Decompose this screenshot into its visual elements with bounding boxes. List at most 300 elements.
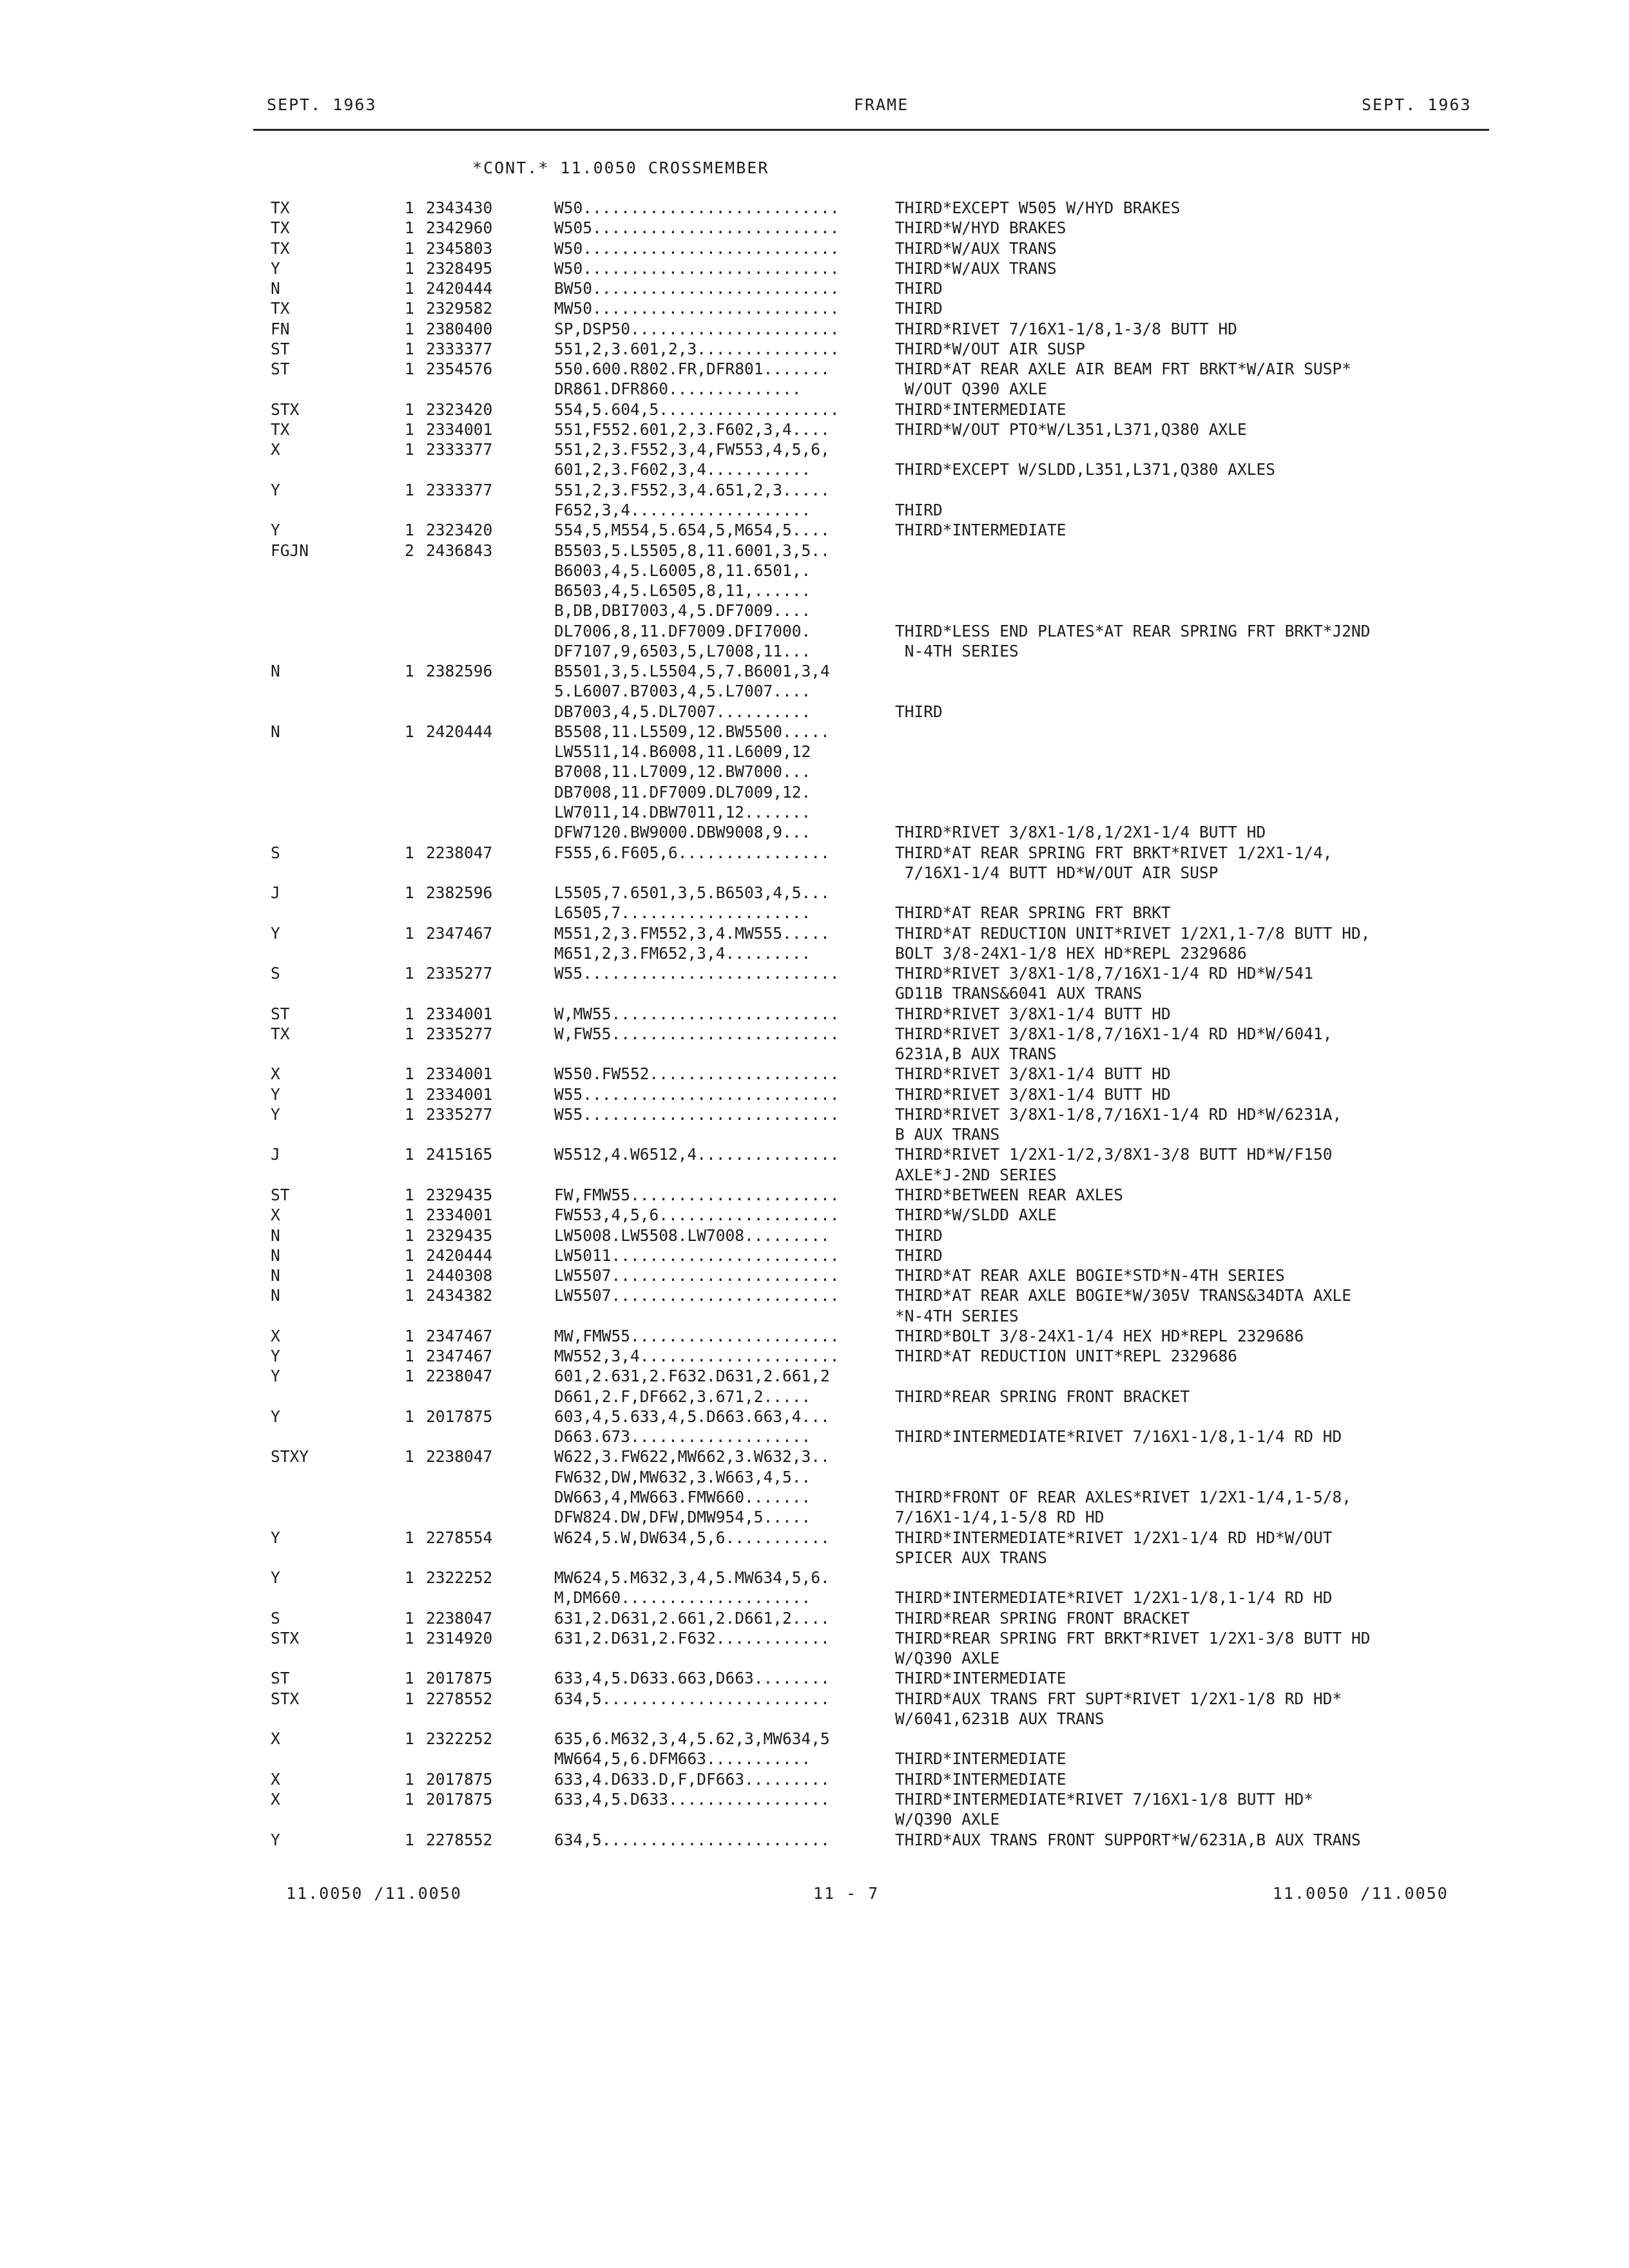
entry-models: B7008,11.L7009,12.BW7000...: [554, 762, 811, 782]
entry-description: THIRD*INTERMEDIATE*RIVET 7/16X1-1/8,1-1/4 RD HD: [895, 1427, 1342, 1446]
entry-line: [0, 1709, 1629, 1729]
parts-entry: [0, 661, 1629, 722]
entry-code: X: [271, 1769, 280, 1789]
entry-qty: 1: [405, 1628, 414, 1648]
entry-models: 603,4,5.633,4,5.D663.663,4...: [554, 1407, 830, 1426]
entry-description: THIRD*INTERMEDIATE*RIVET 1/2X1-1/8,1-1/4 RD HD: [895, 1588, 1333, 1608]
parts-entry: [0, 1366, 1629, 1407]
entry-qty: 1: [405, 1367, 414, 1386]
entry-part-number: 2434382: [426, 1286, 493, 1305]
entry-models: 631,2.D631,2.F632............: [554, 1628, 830, 1648]
entry-models: MW,FMW55......................: [554, 1326, 840, 1345]
entry-part-number: 2322252: [426, 1729, 493, 1749]
entry-models: 551,2,3.601,2,3...............: [554, 339, 840, 358]
parts-entry: [0, 339, 1629, 359]
entry-models: LW7011,14.DBW7011,12.......: [554, 802, 811, 822]
entry-qty: 1: [405, 1347, 414, 1366]
entry-description: *N-4TH SERIES: [895, 1306, 1019, 1325]
entry-line: [0, 1044, 1629, 1064]
entry-description: AXLE*J-2ND SERIES: [895, 1165, 1057, 1184]
entry-code: Y: [271, 1568, 280, 1588]
entry-models: W,FW55........................: [554, 1024, 840, 1043]
parts-entry: [0, 1245, 1629, 1265]
entry-part-number: 2017875: [426, 1769, 493, 1789]
entry-line: [0, 681, 1629, 701]
entry-models: FW553,4,5,6...................: [554, 1206, 840, 1225]
entry-qty: 1: [405, 1407, 414, 1426]
entry-qty: 1: [405, 419, 414, 439]
entry-code: ST: [271, 360, 290, 379]
entry-models: W550.FW552....................: [554, 1064, 840, 1084]
entry-part-number: 2354576: [426, 360, 493, 379]
entry-code: X: [271, 1789, 280, 1809]
entry-qty: 1: [405, 1608, 414, 1628]
entry-line: [0, 198, 1629, 218]
entry-part-number: 2382596: [426, 883, 493, 903]
entry-part-number: 2322252: [426, 1568, 493, 1588]
entry-line: [0, 1749, 1629, 1769]
entry-description: THIRD*W/AUX TRANS: [895, 238, 1057, 258]
entry-models: W,MW55........................: [554, 1004, 840, 1023]
entry-line: [0, 1548, 1629, 1568]
entry-qty: 1: [405, 258, 414, 278]
entry-models: L5505,7.6501,3,5.B6503,4,5...: [554, 883, 830, 903]
entry-part-number: 2238047: [426, 843, 493, 862]
entry-description: THIRD*RIVET 3/8X1-1/4 BUTT HD: [895, 1064, 1171, 1084]
entry-models: MW552,3,4.....................: [554, 1347, 840, 1366]
entry-line: [0, 379, 1629, 399]
entry-part-number: 2436843: [426, 541, 493, 560]
header-date-left: SEPT. 1963: [267, 95, 377, 114]
entry-description: THIRD*AUX TRANS FRT SUPT*RIVET 1/2X1-1/8 RD HD*: [895, 1689, 1342, 1708]
entry-description: THIRD*W/OUT PTO*W/L351,L371,Q380 AXLE: [895, 419, 1247, 439]
entry-code: TX: [271, 1024, 290, 1043]
entry-part-number: 2328495: [426, 258, 493, 278]
entry-line: [0, 581, 1629, 601]
entry-code: Y: [271, 1528, 280, 1547]
entry-part-number: 2278552: [426, 1689, 493, 1708]
entry-description: THIRD: [895, 702, 943, 721]
parts-entry: [0, 1346, 1629, 1366]
entry-models: W5512,4.W6512,4...............: [554, 1145, 840, 1164]
parts-entry: [0, 1608, 1629, 1628]
entry-qty: 1: [405, 843, 414, 862]
entry-qty: 1: [405, 1024, 414, 1043]
entry-line: [0, 762, 1629, 782]
entry-part-number: 2333377: [426, 440, 493, 459]
entry-models: W50...........................: [554, 258, 840, 278]
entry-line: [0, 1084, 1629, 1104]
parts-entry: [0, 1407, 1629, 1447]
entry-part-number: 2334001: [426, 1206, 493, 1225]
entry-part-number: 2329582: [426, 299, 493, 318]
entry-qty: 1: [405, 722, 414, 741]
entry-code: S: [271, 1608, 280, 1628]
parts-entry: [0, 319, 1629, 339]
entry-part-number: 2334001: [426, 1084, 493, 1104]
entry-part-number: 2380400: [426, 319, 493, 338]
entry-line: [0, 1648, 1629, 1668]
entry-line: [0, 1769, 1629, 1789]
entry-qty: 1: [405, 1266, 414, 1285]
entry-qty: 1: [405, 1064, 414, 1084]
entry-qty: 1: [405, 1145, 414, 1164]
entry-description: THIRD*LESS END PLATES*AT REAR SPRING FRT BRKT*J2ND: [895, 621, 1371, 640]
parts-entry: [0, 298, 1629, 318]
entry-code: X: [271, 1206, 280, 1225]
entry-code: X: [271, 1064, 280, 1084]
entry-models: 634,5........................: [554, 1830, 830, 1849]
entry-qty: 1: [405, 662, 414, 681]
entry-models: DL7006,8,11.DF7009.DFI7000.: [554, 621, 811, 640]
entry-line: [0, 1729, 1629, 1749]
entry-description: THIRD*W/OUT AIR SUSP: [895, 339, 1086, 358]
entry-part-number: 2323420: [426, 521, 493, 540]
entry-code: N: [271, 1225, 280, 1245]
entry-line: [0, 1245, 1629, 1265]
entry-qty: 1: [405, 1669, 414, 1688]
entry-line: [0, 641, 1629, 661]
page-number: 11 - 7: [813, 1884, 880, 1903]
entry-description: 6231A,B AUX TRANS: [895, 1044, 1057, 1064]
entry-line: [0, 722, 1629, 742]
entry-models: W50...........................: [554, 238, 840, 258]
entry-line: [0, 1265, 1629, 1285]
entry-line: [0, 541, 1629, 561]
parts-entry: [0, 1668, 1629, 1688]
entry-models: DR861.DFR860..............: [554, 380, 802, 399]
entry-description: THIRD*BETWEEN REAR AXLES: [895, 1186, 1124, 1205]
entry-code: N: [271, 1286, 280, 1305]
entry-description: THIRD: [895, 1225, 943, 1245]
entry-models: 633,4,5.D633.................: [554, 1789, 830, 1809]
entry-line: [0, 480, 1629, 500]
footer-index-left: 11.0050 /11.0050: [286, 1884, 462, 1903]
entry-description: THIRD*RIVET 1/2X1-1/2,3/8X1-3/8 BUTT HD*W/F150: [895, 1145, 1333, 1164]
entry-models: 631,2.D631,2.661,2.D661,2....: [554, 1608, 830, 1628]
entry-qty: 1: [405, 1528, 414, 1547]
entry-models: DB7008,11.DF7009.DL7009,12.: [554, 782, 811, 802]
entry-part-number: 2334001: [426, 1064, 493, 1084]
entry-qty: 1: [405, 1568, 414, 1588]
entry-qty: 1: [405, 1004, 414, 1023]
entry-description: W/Q390 AXLE: [895, 1649, 1000, 1668]
entry-line: [0, 621, 1629, 641]
entry-line: [0, 1689, 1629, 1709]
entry-models: F555,6.F605,6................: [554, 843, 830, 862]
entry-code: STX: [271, 399, 300, 419]
entry-models: FW632,DW,MW632,3.W663,4,5..: [554, 1467, 811, 1486]
entry-line: [0, 459, 1629, 479]
entry-qty: 1: [405, 923, 414, 943]
entry-part-number: 2238047: [426, 1447, 493, 1466]
entry-qty: 2: [405, 541, 414, 560]
entry-qty: 1: [405, 399, 414, 419]
entry-models: 601,2,3.F602,3,4...........: [554, 460, 811, 479]
parts-entry: [0, 439, 1629, 480]
entry-part-number: 2420444: [426, 722, 493, 741]
entry-models: W622,3.FW622,MW662,3.W632,3..: [554, 1447, 830, 1466]
entry-part-number: 2420444: [426, 279, 493, 298]
entry-part-number: 2335277: [426, 1024, 493, 1043]
footer-index-right: 11.0050 /11.0050: [1273, 1884, 1449, 1903]
entry-code: N: [271, 1266, 280, 1285]
entry-qty: 1: [405, 964, 414, 983]
parts-entry: [0, 419, 1629, 439]
entry-description: THIRD*INTERMEDIATE: [895, 1669, 1066, 1688]
entry-line: [0, 1144, 1629, 1164]
parts-entry: [0, 1285, 1629, 1326]
entry-description: W/6041,6231B AUX TRANS: [895, 1709, 1104, 1728]
entry-qty: 1: [405, 1326, 414, 1345]
entry-code: Y: [271, 1407, 280, 1426]
entry-line: [0, 1285, 1629, 1305]
entry-line: [0, 963, 1629, 983]
entry-part-number: 2278552: [426, 1830, 493, 1849]
entry-line: [0, 782, 1629, 802]
entry-models: L6505,7....................: [554, 903, 811, 923]
parts-entry: [0, 722, 1629, 843]
parts-entry: [0, 1689, 1629, 1729]
entry-part-number: 2329435: [426, 1225, 493, 1245]
entry-models: B5508,11.L5509,12.BW5500.....: [554, 722, 830, 741]
entry-line: [0, 319, 1629, 339]
entry-line: [0, 802, 1629, 822]
section-heading: *CONT.* 11.0050 CROSSMEMBER: [472, 159, 769, 177]
entry-models: W505..........................: [554, 218, 840, 238]
entry-line: [0, 1225, 1629, 1245]
entry-code: ST: [271, 1004, 290, 1023]
parts-entry: [0, 1628, 1629, 1669]
entry-models: LW5507........................: [554, 1286, 840, 1305]
entry-line: [0, 1366, 1629, 1386]
entry-part-number: 2343430: [426, 198, 493, 217]
entry-description: W/Q390 AXLE: [895, 1810, 1000, 1829]
page-title: FRAME: [854, 95, 909, 114]
entry-line: [0, 923, 1629, 943]
entry-description: THIRD*RIVET 3/8X1-1/8,1/2X1-1/4 BUTT HD: [895, 823, 1266, 842]
entry-line: [0, 822, 1629, 842]
entry-models: B5501,3,5.L5504,5,7.B6001,3,4: [554, 662, 830, 681]
entry-models: DFW7120.BW9000.DBW9008,9...: [554, 823, 811, 842]
parts-entry: [0, 278, 1629, 298]
entry-line: [0, 298, 1629, 318]
entry-description: GD11B TRANS&6041 AUX TRANS: [895, 984, 1142, 1003]
entry-models: M,DM660....................: [554, 1588, 811, 1608]
entry-part-number: 2335277: [426, 1104, 493, 1124]
entry-description: THIRD*RIVET 3/8X1-1/4 BUTT HD: [895, 1004, 1171, 1023]
entry-line: [0, 843, 1629, 863]
entry-line: [0, 1668, 1629, 1688]
entry-description: THIRD*W/HYD BRAKES: [895, 218, 1066, 238]
entry-qty: 1: [405, 1104, 414, 1124]
parts-entry: [0, 1064, 1629, 1084]
entry-line: [0, 1446, 1629, 1466]
entry-code: TX: [271, 299, 290, 318]
parts-entry: [0, 1084, 1629, 1104]
entry-line: [0, 1467, 1629, 1487]
entry-description: THIRD*REAR SPRING FRONT BRACKET: [895, 1387, 1190, 1406]
entry-description: THIRD*INTERMEDIATE: [895, 521, 1066, 540]
entry-description: THIRD*BOLT 3/8-24X1-1/4 HEX HD*REPL 2329686: [895, 1326, 1304, 1345]
entry-description: THIRD*INTERMEDIATE*RIVET 1/2X1-1/4 RD HD*W/OUT: [895, 1528, 1333, 1547]
entry-description: THIRD: [895, 299, 943, 318]
entry-models: DW663,4,MW663.FMW660.......: [554, 1488, 811, 1506]
entry-qty: 1: [405, 1769, 414, 1789]
parts-entry: [0, 520, 1629, 540]
entry-qty: 1: [405, 299, 414, 318]
entry-line: [0, 258, 1629, 278]
entry-code: J: [271, 1145, 280, 1164]
entry-qty: 1: [405, 1186, 414, 1205]
entry-description: THIRD*EXCEPT W/SLDD,L351,L371,Q380 AXLES: [895, 460, 1276, 479]
entry-part-number: 2017875: [426, 1669, 493, 1688]
entry-qty: 1: [405, 480, 414, 499]
entry-qty: 1: [405, 1084, 414, 1104]
entry-code: ST: [271, 1669, 290, 1688]
entry-description: THIRD*INTERMEDIATE: [895, 399, 1066, 419]
parts-entry: [0, 1528, 1629, 1568]
entry-models: D663.673...................: [554, 1427, 811, 1446]
entry-models: B6003,4,5.L6005,8,11.6501,.: [554, 561, 811, 580]
entry-line: [0, 903, 1629, 923]
entry-part-number: 2342960: [426, 218, 493, 238]
entry-models: W624,5.W,DW634,5,6...........: [554, 1528, 830, 1547]
entry-code: ST: [271, 339, 290, 358]
entry-code: STXY: [271, 1447, 309, 1466]
entry-part-number: 2347467: [426, 923, 493, 943]
entry-line: [0, 702, 1629, 722]
entry-models: MW624,5.M632,3,4,5.MW634,5,6.: [554, 1568, 830, 1588]
parts-entry: [0, 883, 1629, 923]
parts-entry: [0, 1830, 1629, 1850]
entry-models: 554,5.604,5...................: [554, 399, 840, 419]
entry-line: [0, 561, 1629, 581]
entry-description: THIRD*AT REAR SPRING FRT BRKT: [895, 903, 1171, 923]
entry-description: THIRD*AT REAR AXLE AIR BEAM FRT BRKT*W/AIR SUSP*: [895, 360, 1352, 379]
entry-line: [0, 943, 1629, 963]
entry-line: [0, 1568, 1629, 1588]
entry-line: [0, 1004, 1629, 1024]
entry-code: Y: [271, 480, 280, 499]
parts-entry: [0, 1205, 1629, 1225]
entry-models: M651,2,3.FM652,3,4.........: [554, 943, 811, 963]
parts-entry: [0, 359, 1629, 399]
entry-qty: 1: [405, 521, 414, 540]
entry-line: [0, 1487, 1629, 1507]
entry-qty: 1: [405, 1245, 414, 1265]
entry-line: [0, 439, 1629, 459]
entry-code: Y: [271, 258, 280, 278]
entry-description: N-4TH SERIES: [895, 641, 1019, 660]
entry-code: STX: [271, 1689, 300, 1708]
entry-line: [0, 1588, 1629, 1608]
entry-models: 551,F552.601,2,3.F602,3,4....: [554, 419, 830, 439]
entry-part-number: 2347467: [426, 1347, 493, 1366]
entry-line: [0, 238, 1629, 258]
entry-line: [0, 1809, 1629, 1829]
entry-qty: 1: [405, 1206, 414, 1225]
entry-models: F652,3,4...................: [554, 500, 811, 519]
entry-line: [0, 1387, 1629, 1407]
entry-models: 5.L6007.B7003,4,5.L7007....: [554, 682, 811, 701]
entry-models: W55...........................: [554, 1104, 840, 1124]
entry-models: W55...........................: [554, 964, 840, 983]
entry-models: DF7107,9,6503,5,L7008,11...: [554, 641, 811, 660]
parts-entry: [0, 399, 1629, 419]
entry-code: Y: [271, 1347, 280, 1366]
parts-entry: [0, 1265, 1629, 1285]
parts-entry: [0, 1326, 1629, 1346]
entry-models: MW664,5,6.DFM663...........: [554, 1749, 811, 1769]
entry-code: S: [271, 964, 280, 983]
parts-entry: [0, 1729, 1629, 1769]
entry-line: [0, 500, 1629, 520]
entry-qty: 1: [405, 883, 414, 903]
entry-models: B,DB,DBI7003,4,5.DF7009....: [554, 601, 811, 620]
entry-code: J: [271, 883, 280, 903]
entry-models: 551,2,3.F552,3,4.651,2,3.....: [554, 480, 830, 499]
entry-qty: 1: [405, 198, 414, 217]
entry-description: THIRD: [895, 279, 943, 298]
parts-entry: [0, 843, 1629, 883]
entry-qty: 1: [405, 238, 414, 258]
parts-entry: [0, 480, 1629, 521]
parts-entry: [0, 1004, 1629, 1024]
entry-part-number: 2420444: [426, 1245, 493, 1265]
entry-qty: 1: [405, 1286, 414, 1305]
entry-models: B6503,4,5.L6505,8,11,......: [554, 581, 811, 601]
entry-models: 550.600.R802.FR,DFR801.......: [554, 360, 830, 379]
parts-table: [0, 198, 1629, 1850]
entry-line: [0, 1789, 1629, 1809]
entry-line: [0, 1205, 1629, 1225]
entry-description: THIRD*INTERMEDIATE*RIVET 7/16X1-1/8 BUTT HD*: [895, 1789, 1314, 1809]
entry-code: S: [271, 843, 280, 862]
entry-description: THIRD*INTERMEDIATE: [895, 1769, 1066, 1789]
entry-code: TX: [271, 419, 290, 439]
entry-description: THIRD*RIVET 7/16X1-1/8,1-3/8 BUTT HD: [895, 319, 1238, 338]
entry-line: [0, 278, 1629, 298]
entry-description: THIRD*AUX TRANS FRONT SUPPORT*W/6231A,B AUX TRANS: [895, 1830, 1361, 1849]
parts-entry: [0, 218, 1629, 238]
entry-line: [0, 359, 1629, 379]
entry-part-number: 2017875: [426, 1407, 493, 1426]
entry-line: [0, 1528, 1629, 1548]
entry-code: Y: [271, 521, 280, 540]
parts-entry: [0, 1789, 1629, 1830]
entry-description: THIRD*RIVET 3/8X1-1/8,7/16X1-1/4 RD HD*W/6041,: [895, 1024, 1333, 1043]
parts-entry: [0, 258, 1629, 278]
entry-models: FW,FMW55......................: [554, 1186, 840, 1205]
parts-entry: [0, 1225, 1629, 1245]
entry-part-number: 2382596: [426, 662, 493, 681]
entry-description: THIRD*AT REAR AXLE BOGIE*W/305V TRANS&34DTA AXLE: [895, 1286, 1352, 1305]
parts-entry: [0, 1769, 1629, 1789]
parts-entry: [0, 238, 1629, 258]
entry-code: Y: [271, 1084, 280, 1104]
entry-models: 634,5........................: [554, 1689, 830, 1708]
entry-models: 601,2.631,2.F632.D631,2.661,2: [554, 1367, 830, 1386]
entry-code: N: [271, 722, 280, 741]
entry-code: TX: [271, 198, 290, 217]
entry-line: [0, 1024, 1629, 1044]
entry-description: 7/16X1-1/4 BUTT HD*W/OUT AIR SUSP: [895, 863, 1219, 882]
entry-line: [0, 983, 1629, 1003]
entry-part-number: 2238047: [426, 1608, 493, 1628]
entry-code: TX: [271, 238, 290, 258]
entry-description: BOLT 3/8-24X1-1/8 HEX HD*REPL 2329686: [895, 943, 1247, 963]
